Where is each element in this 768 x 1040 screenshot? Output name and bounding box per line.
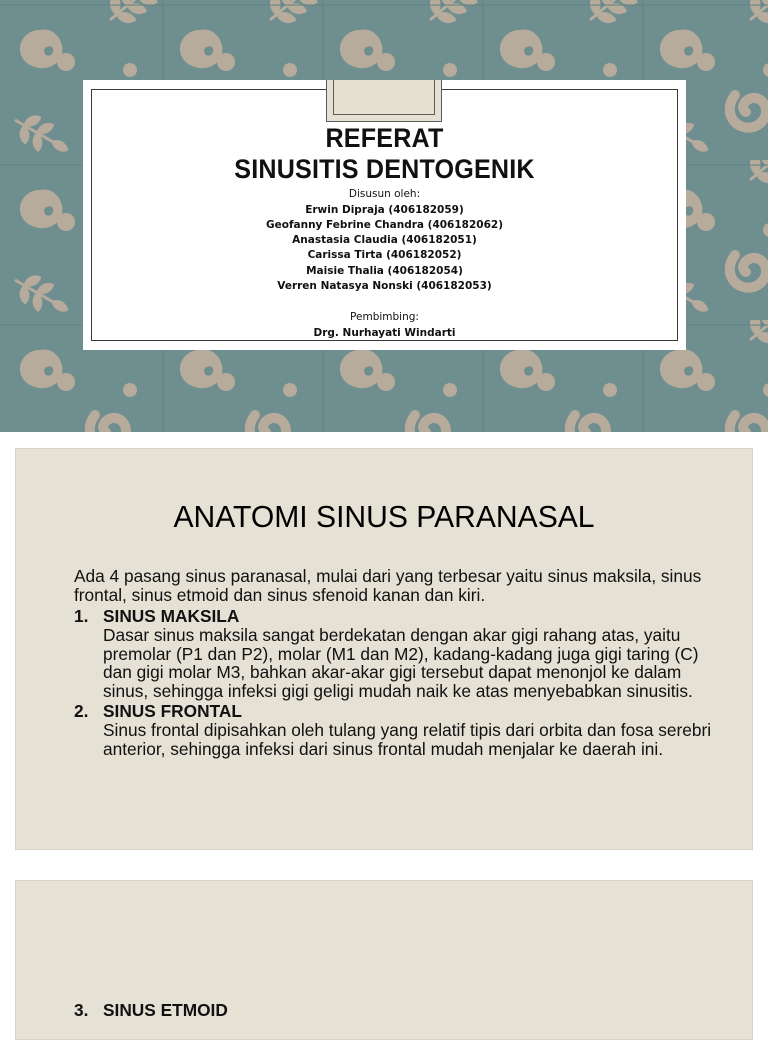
list-heading: SINUS ETMOID xyxy=(103,1000,228,1020)
list-number: 3. xyxy=(74,1000,89,1020)
author-5: Maisie Thalia (406182054) xyxy=(306,265,463,277)
author-4: Carissa Tirta (406182052) xyxy=(307,249,462,261)
author-3: Anastasia Claudia (406182051) xyxy=(292,234,477,246)
continuation-slide xyxy=(15,880,753,1040)
list-item-sinus-etmoid xyxy=(74,1000,714,1021)
author-6: Verren Natasya Nonski (406182053) xyxy=(277,280,492,292)
intro-paragraph: Ada 4 pasang sinus paranasal, mulai dari yang terbesar yaitu sinus maksila, sinus frontal, sinus etmoid dan sinus sfenoid kanan dan kiri. xyxy=(74,566,702,605)
list-heading: SINUS FRONTAL xyxy=(103,701,242,721)
author-1: Erwin Dipraja (406182059) xyxy=(305,204,464,216)
supervisor-name: Drg. Nurhayati Windarti xyxy=(313,327,456,339)
list-number: 1. xyxy=(74,606,89,626)
title-line-2: SINUSITIS DENTOGENIK xyxy=(234,154,535,184)
prepared-by-label: Disusun oleh: xyxy=(348,188,421,200)
list-number: 2. xyxy=(74,701,89,721)
slide-title: ANATOMI SINUS PARANASAL xyxy=(173,499,595,534)
list-heading: SINUS MAKSILA xyxy=(103,606,240,626)
title-line-1: REFERAT xyxy=(325,123,444,153)
title-slide xyxy=(0,0,768,432)
supervisor-label: Pembimbing: xyxy=(350,311,419,323)
list-item-sinus-frontal xyxy=(74,702,714,758)
slide-body xyxy=(74,998,714,1021)
title-card-tab-ornament xyxy=(326,80,442,122)
list-description: Sinus frontal dipisahkan oleh tulang yang relatif tipis dari orbita dan fosa serebri anterior, sehingga infeksi dari sinus frontal mudah menjalar ke daerah ini. xyxy=(103,720,712,759)
slide-body xyxy=(74,567,714,758)
list-item-sinus-maksila xyxy=(74,607,714,700)
anatomy-slide xyxy=(15,448,753,850)
title-card xyxy=(83,80,686,350)
author-2: Geofanny Febrine Chandra (406182062) xyxy=(266,219,503,231)
list-description: Dasar sinus maksila sangat berdekatan dengan akar gigi rahang atas, yaitu premolar (P1 dan P2), molar (M1 dan M2), kadang-kadang juga gigi taring (C) dan gigi molar M3, bahkan akar-akar gigi tersebut dapat menonjol ke dalam sinus, sehingga infeksi gigi geligi mudah naik ke atas menyebabkan sinusitis. xyxy=(103,625,699,701)
